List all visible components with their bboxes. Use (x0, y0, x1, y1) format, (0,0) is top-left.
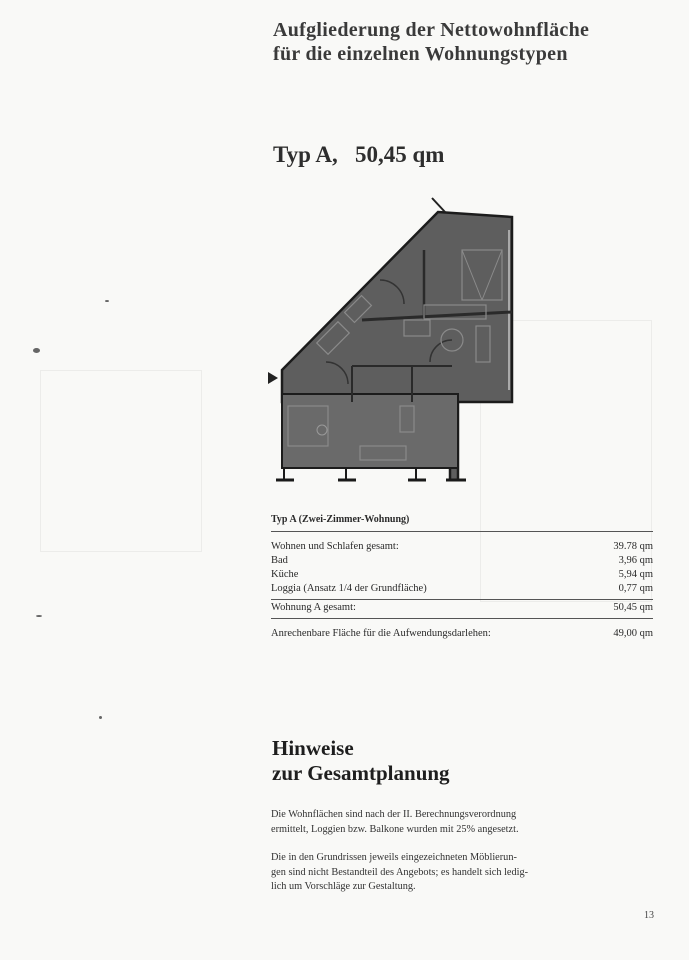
para-line: ermittelt, Loggien bzw. Balkone wurden mit 25% angesetzt. (271, 823, 519, 835)
table-row (271, 555, 653, 569)
para-line: Die Wohnflächen sind nach der II. Berechnungsverordnung (271, 809, 517, 820)
scan-speck (36, 615, 42, 617)
para-line: gen sind nicht Bestandteil des Angebots; es handelt sich ledig- (271, 866, 529, 878)
para-line: Die in den Grundrissen jeweils eingezeichneten Möblierun- (271, 852, 517, 863)
table-eligible-row (271, 628, 653, 642)
row-label: Loggia (Ansatz 1/4 der Grundfläche) (271, 583, 427, 594)
row-value: 0,77 qm (618, 583, 653, 594)
table-total-row (271, 602, 653, 616)
table-row (271, 583, 653, 597)
eligible-value: 49,00 qm (613, 628, 653, 639)
page-heading (273, 18, 673, 66)
table-row (271, 541, 653, 555)
scan-speck (33, 348, 40, 353)
notes-title-line-1: Hinweise (272, 736, 354, 760)
notes-paragraph-1 (271, 808, 571, 837)
row-label: Bad (271, 555, 288, 566)
bleed-through-shape (40, 370, 202, 552)
row-value: 5,94 qm (618, 569, 653, 580)
row-label: Wohnen und Schlafen gesamt: (271, 541, 399, 552)
heading-line-1: Aufgliederung der Nettowohnfläche (273, 19, 590, 41)
apartment-type-title: Typ A, 50,45 qm (273, 142, 445, 167)
heading-line-2: für die einzelnen Wohnungstypen (273, 43, 568, 65)
floor-plan (262, 190, 522, 487)
row-label: Küche (271, 569, 299, 580)
scan-speck (105, 300, 109, 302)
notes-title (272, 736, 450, 786)
total-label: Wohnung A gesamt: (271, 602, 356, 613)
notes-title-line-2: zur Gesamtplanung (272, 761, 450, 785)
eligible-label: Anrechenbare Fläche für die Aufwendungsdarlehen: (271, 628, 491, 639)
table-row (271, 569, 653, 583)
table-mid-rule (271, 599, 653, 600)
page-number: 13 (644, 910, 654, 921)
table-bottom-rule (271, 618, 653, 619)
total-value: 50,45 qm (613, 602, 653, 613)
floor-plan-drawing (262, 190, 522, 482)
notes-paragraph-2 (271, 851, 571, 895)
row-value: 39.78 qm (613, 541, 653, 552)
area-table-caption: Typ A (Zwei-Zimmer-Wohnung) (271, 514, 410, 525)
para-line: lich um Vorschläge zur Gestaltung. (271, 881, 416, 892)
scan-speck (99, 716, 102, 719)
row-value: 3,96 qm (618, 555, 653, 566)
table-top-rule (271, 531, 653, 532)
